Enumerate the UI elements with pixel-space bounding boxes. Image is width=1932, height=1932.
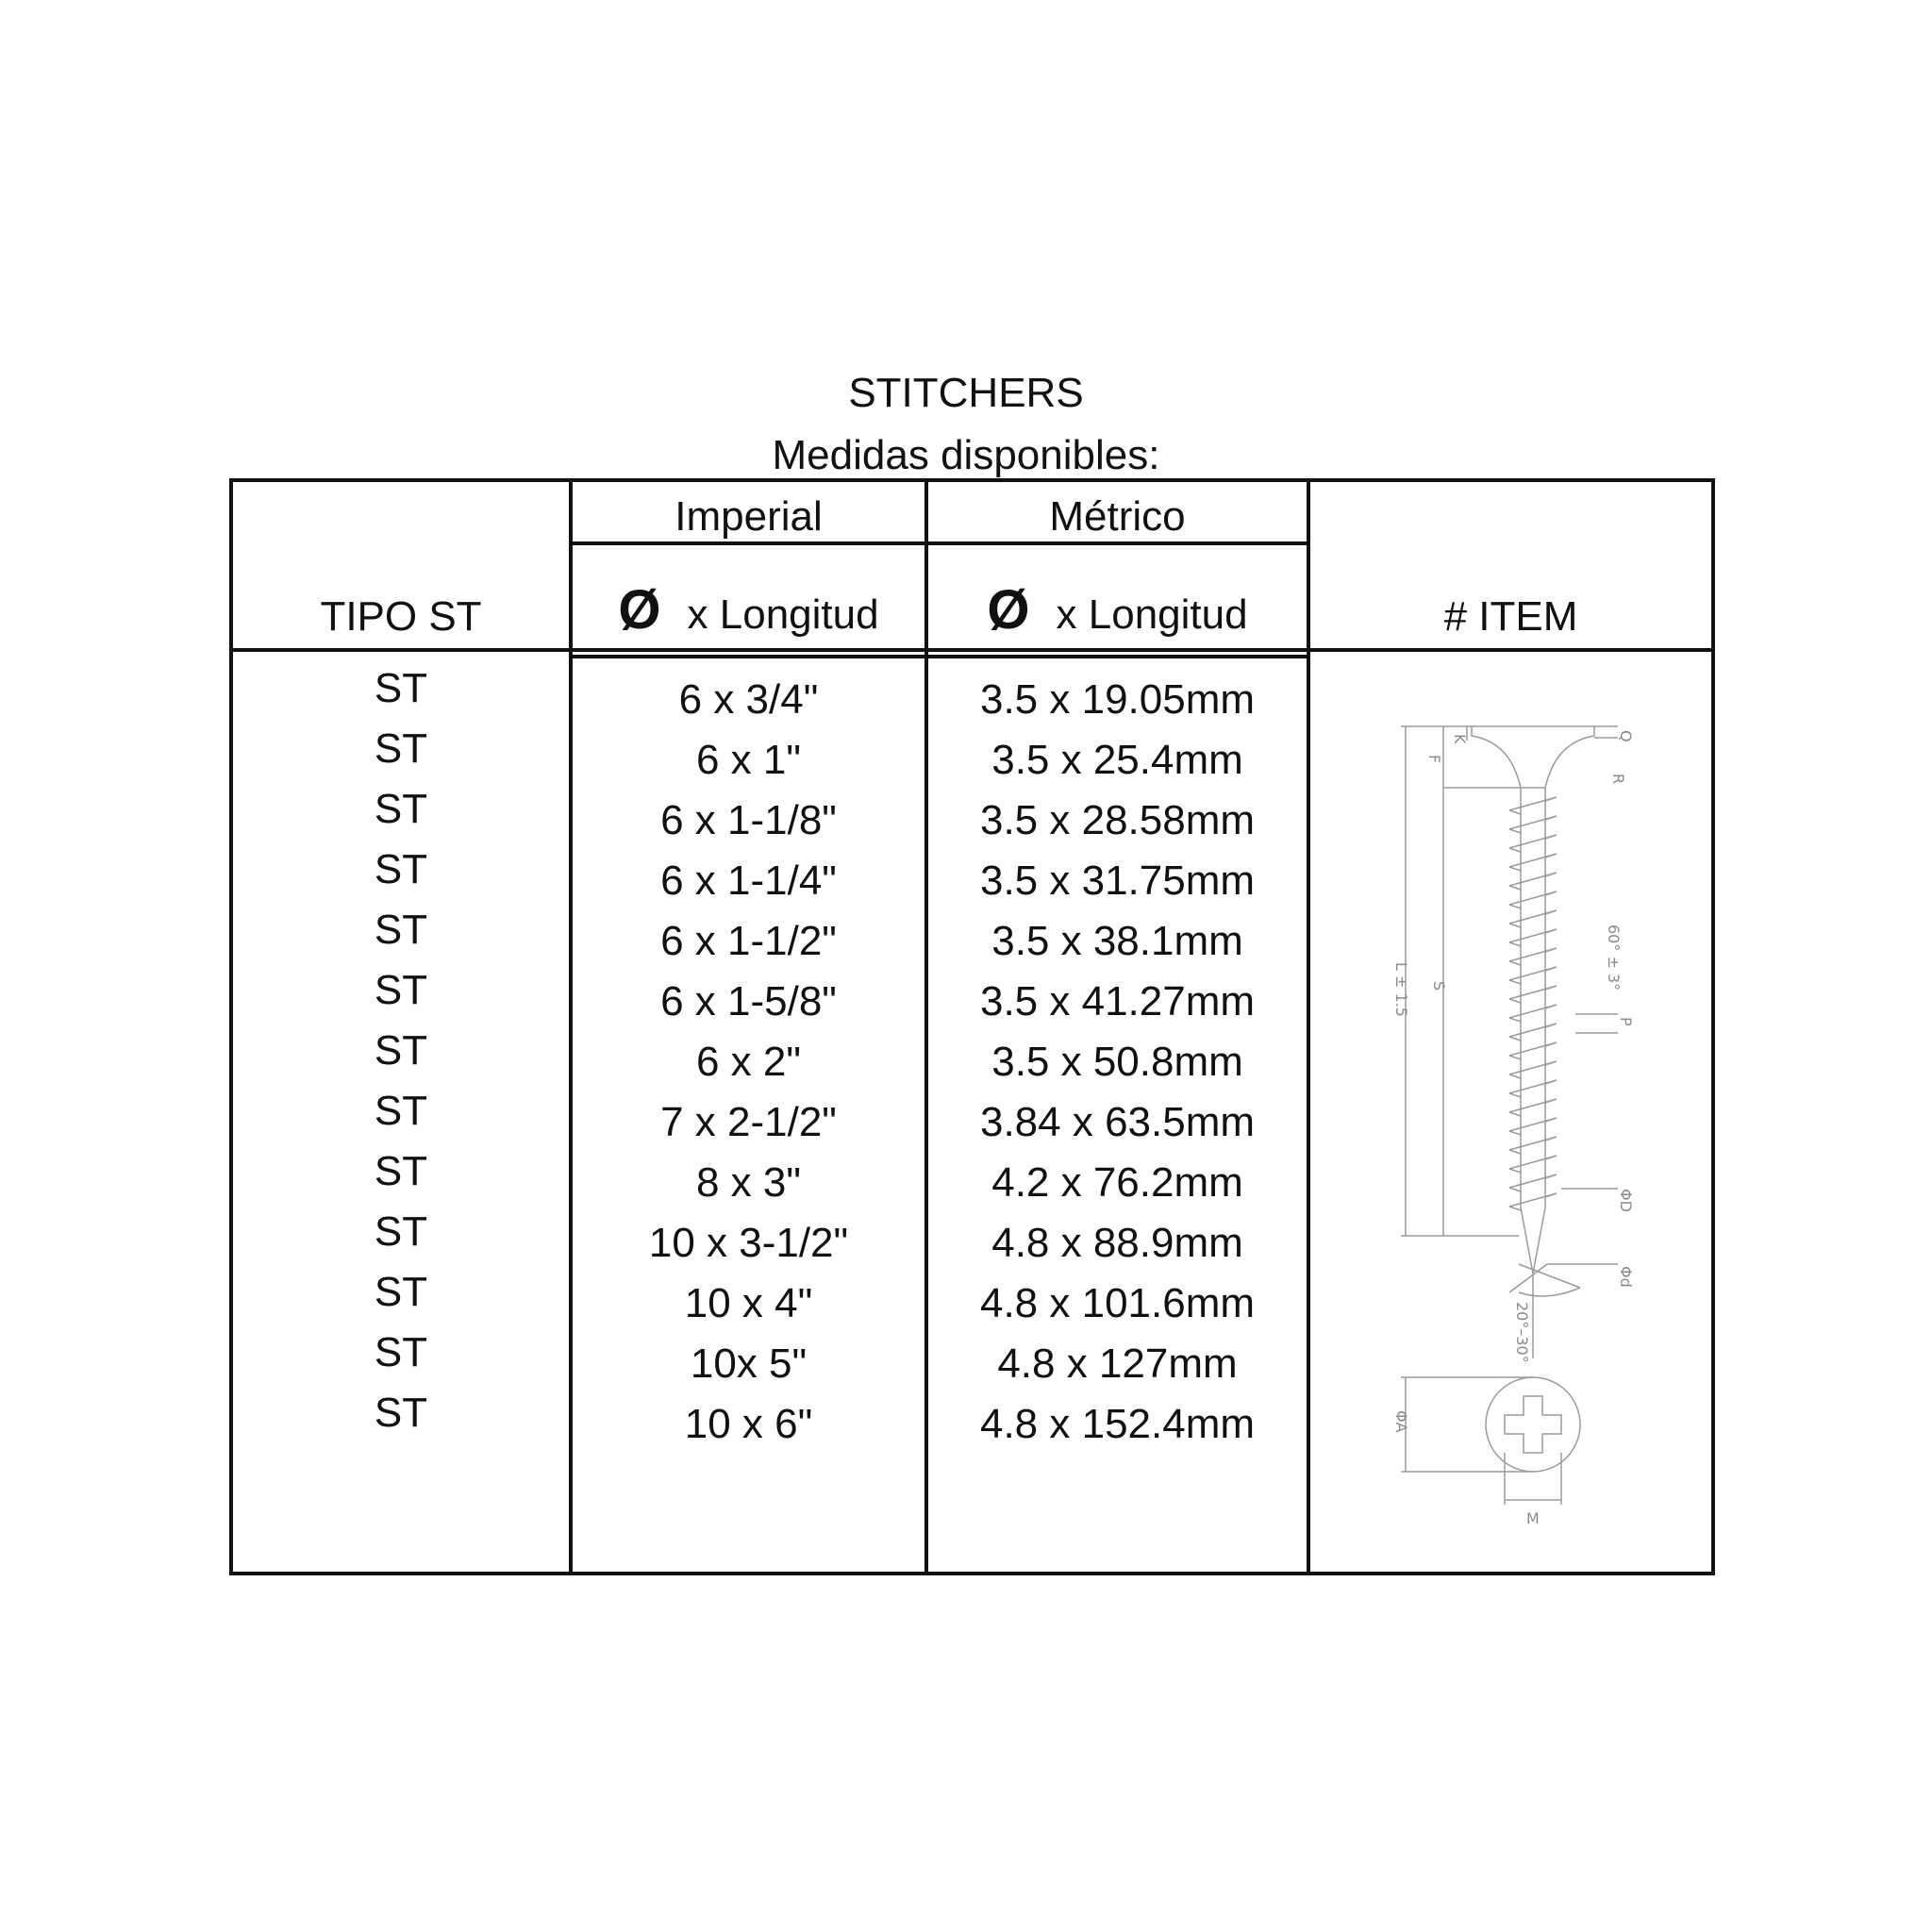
thread-turn bbox=[1509, 873, 1557, 890]
column-divider bbox=[1307, 482, 1310, 1572]
thread-turn bbox=[1509, 1137, 1557, 1154]
table-cell-metrico: 4.8 x 101.6mm bbox=[979, 1280, 1256, 1326]
thread-turn bbox=[1509, 1193, 1557, 1210]
table-cell-tipo: ST bbox=[374, 1027, 428, 1074]
thread-turn bbox=[1509, 1174, 1557, 1191]
thread-turn bbox=[1509, 967, 1557, 984]
label-l: L ± 1.5 bbox=[1392, 962, 1410, 1017]
thread-turn bbox=[1509, 854, 1557, 871]
table-cell-tipo: ST bbox=[374, 1329, 428, 1375]
thread-turn bbox=[1509, 929, 1557, 946]
label-r: R bbox=[1609, 774, 1627, 785]
label-p: P bbox=[1617, 1017, 1635, 1026]
label-angle-60: 60° ± 3° bbox=[1605, 924, 1623, 991]
table-cell-metrico: 3.5 x 25.4mm bbox=[991, 737, 1243, 783]
header-divider bbox=[569, 541, 1310, 545]
header-metrico: Métrico bbox=[1049, 493, 1186, 540]
table-cell-metrico: 3.5 x 38.1mm bbox=[991, 918, 1243, 964]
thread-turn bbox=[1509, 1061, 1557, 1078]
thread-turn bbox=[1509, 1080, 1557, 1097]
table-cell-imperial: 6 x 3/4" bbox=[678, 676, 819, 723]
screw-top-view bbox=[1486, 1377, 1580, 1472]
table-cell-imperial: 6 x 1" bbox=[695, 737, 801, 783]
table-cell-tipo: ST bbox=[374, 725, 428, 772]
header-item: # ITEM bbox=[1443, 593, 1578, 640]
header-bottom-rule-double bbox=[569, 655, 1310, 658]
table-cell-metrico: 4.2 x 76.2mm bbox=[991, 1159, 1243, 1206]
header-metrico-length: x Longitud bbox=[1056, 591, 1248, 638]
table-cell-imperial: 7 x 2-1/2" bbox=[660, 1099, 837, 1145]
table-cell-tipo: ST bbox=[374, 846, 428, 892]
thread-turn bbox=[1509, 948, 1557, 965]
table-cell-tipo: ST bbox=[374, 967, 428, 1013]
thread-turn bbox=[1509, 816, 1557, 833]
table-cell-tipo: ST bbox=[374, 1269, 428, 1315]
header-imperial: Imperial bbox=[675, 493, 823, 540]
screw-diagram bbox=[1377, 708, 1660, 1557]
page-subtitle: Medidas disponibles: bbox=[772, 432, 1160, 478]
table-cell-metrico: 3.5 x 19.05mm bbox=[979, 676, 1256, 723]
table-cell-metrico: 3.5 x 28.58mm bbox=[979, 797, 1256, 843]
table-cell-imperial: 10x 5" bbox=[690, 1341, 808, 1387]
thread-turn bbox=[1509, 1005, 1557, 1022]
header-metrico-sub bbox=[928, 578, 1307, 641]
thread-turn bbox=[1509, 1024, 1557, 1041]
thread-turn bbox=[1509, 1156, 1557, 1173]
label-m: M bbox=[1526, 1509, 1540, 1527]
screw-head bbox=[1472, 726, 1594, 788]
label-phi-d-minor: Φd bbox=[1617, 1266, 1635, 1288]
table-cell-tipo: ST bbox=[374, 1148, 428, 1194]
thread-turn bbox=[1509, 835, 1557, 852]
table-cell-metrico: 3.84 x 63.5mm bbox=[979, 1099, 1256, 1145]
thread-turn bbox=[1509, 797, 1557, 814]
table-cell-metrico: 3.5 x 31.75mm bbox=[979, 858, 1256, 904]
table-cell-tipo: ST bbox=[374, 665, 428, 711]
thread-turn bbox=[1509, 910, 1557, 927]
table-cell-imperial: 6 x 1-1/2" bbox=[660, 918, 837, 964]
table-cell-metrico: 4.8 x 127mm bbox=[997, 1341, 1238, 1387]
label-phi-a: ΦA bbox=[1392, 1410, 1410, 1433]
page-title: STITCHERS bbox=[848, 370, 1084, 416]
diameter-symbol: Ø bbox=[618, 579, 661, 641]
label-f: F bbox=[1425, 755, 1443, 764]
table-cell-imperial: 6 x 1-5/8" bbox=[660, 978, 837, 1024]
table-cell-tipo: ST bbox=[374, 1208, 428, 1255]
thread-turn bbox=[1509, 1118, 1557, 1135]
label-q: Q bbox=[1617, 730, 1635, 742]
label-phi-d-major: ΦD bbox=[1617, 1189, 1635, 1212]
thread-turn bbox=[1509, 986, 1557, 1003]
thread-turn bbox=[1509, 1042, 1557, 1059]
tipo-column bbox=[233, 658, 569, 1443]
imperial-column bbox=[573, 670, 924, 1455]
table-cell-metrico: 4.8 x 88.9mm bbox=[991, 1220, 1243, 1266]
table-cell-tipo: ST bbox=[374, 907, 428, 953]
diameter-symbol: Ø bbox=[987, 579, 1030, 641]
label-s: S bbox=[1430, 981, 1448, 991]
thread-turn bbox=[1509, 1099, 1557, 1116]
label-angle-20-30: 20°–30° bbox=[1513, 1302, 1531, 1363]
table-cell-imperial: 10 x 3-1/2" bbox=[648, 1220, 849, 1266]
table-cell-imperial: 10 x 4" bbox=[684, 1280, 813, 1326]
thread-turn bbox=[1509, 891, 1557, 908]
header-imperial-sub bbox=[573, 578, 924, 641]
header-imperial-length: x Longitud bbox=[687, 591, 879, 638]
metrico-column bbox=[928, 670, 1307, 1455]
header-bottom-rule bbox=[233, 648, 1711, 652]
label-k: K bbox=[1451, 734, 1469, 744]
table-cell-metrico: 3.5 x 41.27mm bbox=[979, 978, 1256, 1024]
table-cell-imperial: 6 x 2" bbox=[695, 1039, 801, 1085]
table-cell-tipo: ST bbox=[374, 1390, 428, 1436]
screw-threads bbox=[1509, 797, 1557, 1210]
table-cell-imperial: 6 x 1-1/4" bbox=[660, 858, 837, 904]
header-tipo: TIPO ST bbox=[320, 593, 482, 640]
table-cell-imperial: 6 x 1-1/8" bbox=[660, 797, 837, 843]
table-cell-metrico: 3.5 x 50.8mm bbox=[991, 1039, 1243, 1085]
table-cell-imperial: 10 x 6" bbox=[684, 1401, 813, 1447]
table-cell-tipo: ST bbox=[374, 1088, 428, 1134]
table-cell-tipo: ST bbox=[374, 786, 428, 832]
table-cell-metrico: 4.8 x 152.4mm bbox=[979, 1401, 1256, 1447]
table-cell-imperial: 8 x 3" bbox=[695, 1159, 801, 1206]
